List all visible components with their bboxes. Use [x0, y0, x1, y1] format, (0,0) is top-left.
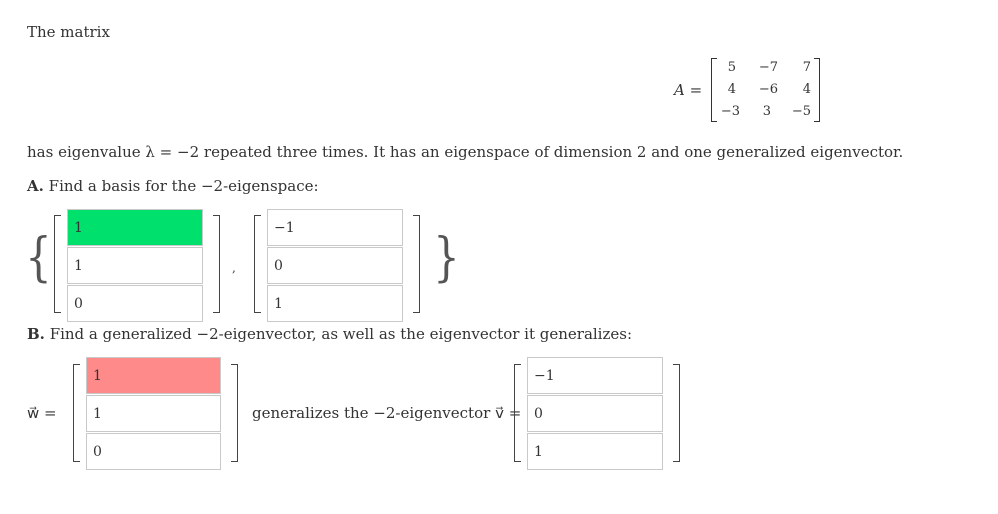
basis1-entry-2[interactable]	[67, 247, 203, 284]
basis1-right-bracket	[213, 215, 220, 313]
basis1-entry-3[interactable]	[67, 285, 203, 322]
v-entry-1[interactable]	[527, 357, 663, 394]
v-entry-3[interactable]	[527, 433, 663, 470]
basis-comma: ,	[232, 261, 236, 275]
basis2-entry-2[interactable]	[267, 247, 403, 284]
matrix-cell: −5	[791, 104, 811, 119]
part-a-letter: A.	[27, 177, 44, 195]
matrix-cell: −7	[758, 60, 778, 75]
matrix-cell: −6	[758, 82, 778, 97]
left-set-brace: {	[25, 228, 52, 288]
matrix-cell: 4	[802, 82, 811, 97]
intro-text: The matrix	[27, 23, 110, 41]
matrix-cell: 5	[727, 60, 736, 75]
part-a-text: Find a basis for the −2-eigenspace:	[48, 177, 319, 195]
w-entry-2[interactable]	[86, 395, 221, 432]
w-label: w⃗ =	[27, 404, 57, 422]
basis2-right-bracket	[413, 215, 420, 313]
matrix-cell: 4	[727, 82, 736, 97]
part-b-text: Find a generalized −2-eigenvector, as well as the eigenvector it generalizes:	[49, 325, 633, 343]
basis2-entry-1[interactable]	[267, 209, 403, 246]
matrix-cell: 7	[802, 60, 811, 75]
basis2-left-bracket	[254, 215, 261, 313]
w-entry-3[interactable]	[86, 433, 221, 470]
v-label: v⃗ =	[495, 404, 522, 422]
basis1-left-bracket	[54, 215, 61, 313]
w-left-bracket	[73, 364, 80, 462]
part-b-heading	[27, 324, 632, 344]
basis2-entry-3[interactable]	[267, 285, 403, 322]
part-a-heading	[27, 176, 319, 196]
matrix-right-bracket	[814, 58, 820, 122]
w-right-bracket	[231, 364, 238, 462]
generalizes-text	[252, 403, 521, 423]
v-left-bracket	[514, 364, 521, 462]
problem-statement: has eigenvalue λ = −2 repeated three times. It has an eigenspace of dimension 2 and one generalized eigenvector.	[27, 143, 904, 161]
generalizes-phrase: generalizes the −2-eigenvector	[252, 404, 491, 422]
matrix-cell: 3	[762, 104, 771, 119]
right-set-brace: }	[433, 228, 460, 288]
v-right-bracket	[673, 364, 680, 462]
part-b-letter: B.	[27, 325, 45, 343]
matrix-cell: −3	[720, 104, 740, 119]
matrix-label: A =	[674, 81, 703, 99]
basis1-entry-1[interactable]	[67, 209, 203, 246]
w-entry-1[interactable]	[86, 357, 221, 394]
v-entry-2[interactable]	[527, 395, 663, 432]
